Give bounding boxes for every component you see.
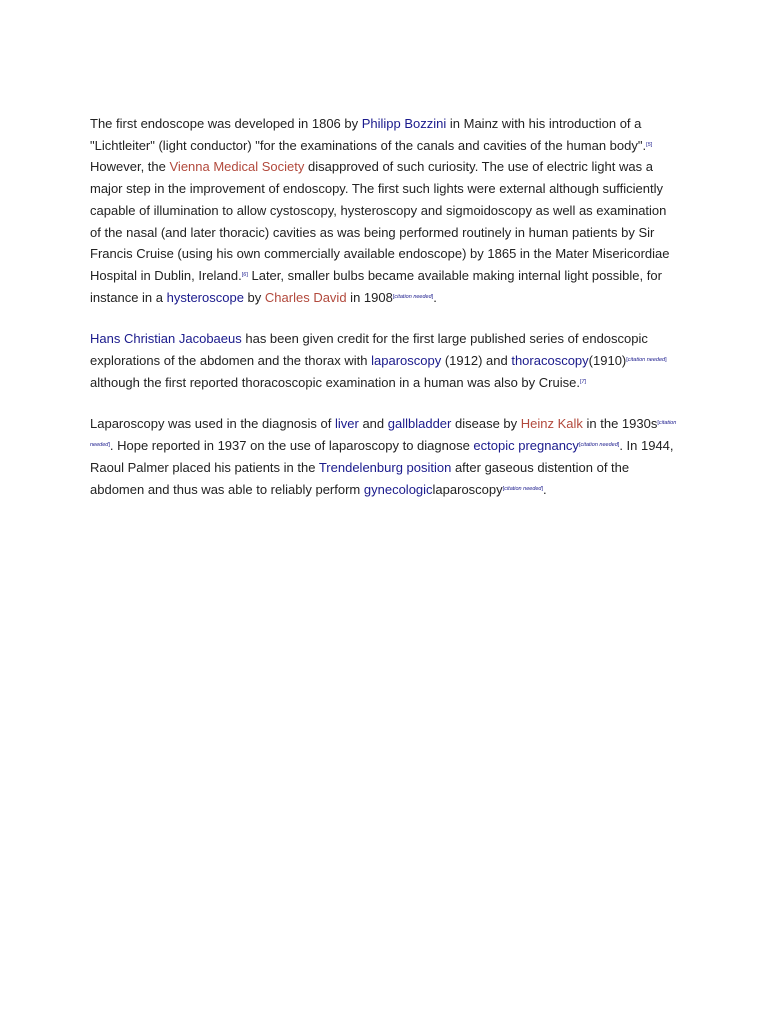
link-thoracoscopy[interactable]: thoracoscopy [511, 353, 589, 369]
reference-5[interactable]: [5] [646, 141, 653, 148]
citation-needed[interactable]: [citation needed] [578, 442, 620, 449]
link-liver[interactable]: liver [335, 416, 359, 432]
paragraph-jacobaeus [90, 328, 680, 393]
reference-5-link[interactable]: 5 [647, 141, 651, 148]
text: Later, smaller bulbs became available making internal light possible, for instance in a [90, 267, 662, 305]
text: after gaseous distention of the abdomen and thus was able to reliably perform [90, 459, 630, 497]
text: The first endoscope was developed in 1806 by [90, 116, 362, 131]
paragraph-history-endoscope [90, 113, 680, 308]
text: in the 1930s [582, 416, 658, 432]
text: in 1908 [346, 289, 393, 305]
text: laparoscopy [432, 481, 503, 497]
link-trendelenburg-position[interactable]: Trendelenburg position [318, 459, 452, 475]
text: has been given credit for the first large published series of endoscopic explorations of the abdomen and the thorax with [90, 331, 648, 369]
paragraph-laparoscopy-diagnosis [90, 413, 680, 500]
link-vienna-medical-society[interactable]: Vienna Medical Society [169, 159, 305, 175]
text: disapproved of such curiosity. The use of electric light was a major step in the improvement of endoscopy. The first such lights were external although sufficiently capable of illumination to allow cystoscopy, hysteroscopy and sigmoidoscopy as well as examination of the nasal (and later thoracic) cavities as was being performed routinely in human patients by Sir Francis Cruise (using his own commercially available endoscope) by 1865 in the Mater Misericordiae Hospital in Dublin, Ireland. [90, 159, 670, 283]
text: disease by [451, 416, 521, 432]
text: . Hope reported in 1937 on the use of laparoscopy to diagnose [109, 438, 474, 454]
link-hans-christian-jacobaeus[interactable]: Hans Christian Jacobaeus [90, 331, 242, 347]
citation-needed-link[interactable]: citation needed [504, 485, 542, 492]
text: by [243, 289, 265, 305]
reference-7-link[interactable]: 7 [581, 378, 585, 385]
text: . [543, 481, 547, 497]
link-gallbladder[interactable]: gallbladder [387, 416, 452, 432]
citation-needed[interactable]: [citation needed] [90, 420, 677, 449]
text: However, the [90, 159, 170, 175]
text: . In 1944, Raoul Palmer placed his patients in the [90, 438, 674, 475]
citation-needed-link[interactable]: citation needed [580, 442, 618, 449]
citation-needed-link[interactable]: citation needed [90, 420, 677, 449]
link-ectopic-pregnancy[interactable]: ectopic pregnancy [473, 438, 579, 454]
link-gynecologic[interactable]: gynecologic [363, 481, 433, 497]
text: Laparoscopy was used in the diagnosis of [90, 416, 335, 432]
citation-needed[interactable]: [citation needed] [502, 485, 544, 492]
citation-needed-link[interactable]: citation needed [394, 293, 432, 300]
text: although the first reported thoracoscopic examination in a human was also by Cruise. [90, 374, 580, 390]
link-laparoscopy[interactable]: laparoscopy [371, 353, 442, 369]
text: (1910) [588, 353, 627, 369]
text: . [433, 289, 437, 305]
text: and [358, 416, 388, 432]
link-heinz-kalk[interactable]: Heinz Kalk [520, 416, 583, 432]
citation-needed[interactable]: [citation needed] [392, 293, 434, 300]
article-body [90, 113, 680, 520]
link-hysteroscope[interactable]: hysteroscope [166, 289, 244, 305]
text: in Mainz with his introduction of a "Lichtleiter" (light conductor) "for the examinations of the canals and cavities of the human body". [90, 116, 647, 153]
link-charles-david[interactable]: Charles David [264, 289, 347, 305]
text: (1912) and [441, 353, 512, 369]
reference-6-link[interactable]: 6 [243, 271, 247, 278]
reference-6[interactable]: [6] [241, 271, 248, 278]
reference-7[interactable]: [7] [579, 378, 587, 385]
citation-needed-link[interactable]: citation needed [627, 357, 666, 364]
citation-needed[interactable]: [citation needed] [626, 357, 667, 364]
link-philipp-bozzini[interactable]: Philipp Bozzini [361, 116, 447, 131]
